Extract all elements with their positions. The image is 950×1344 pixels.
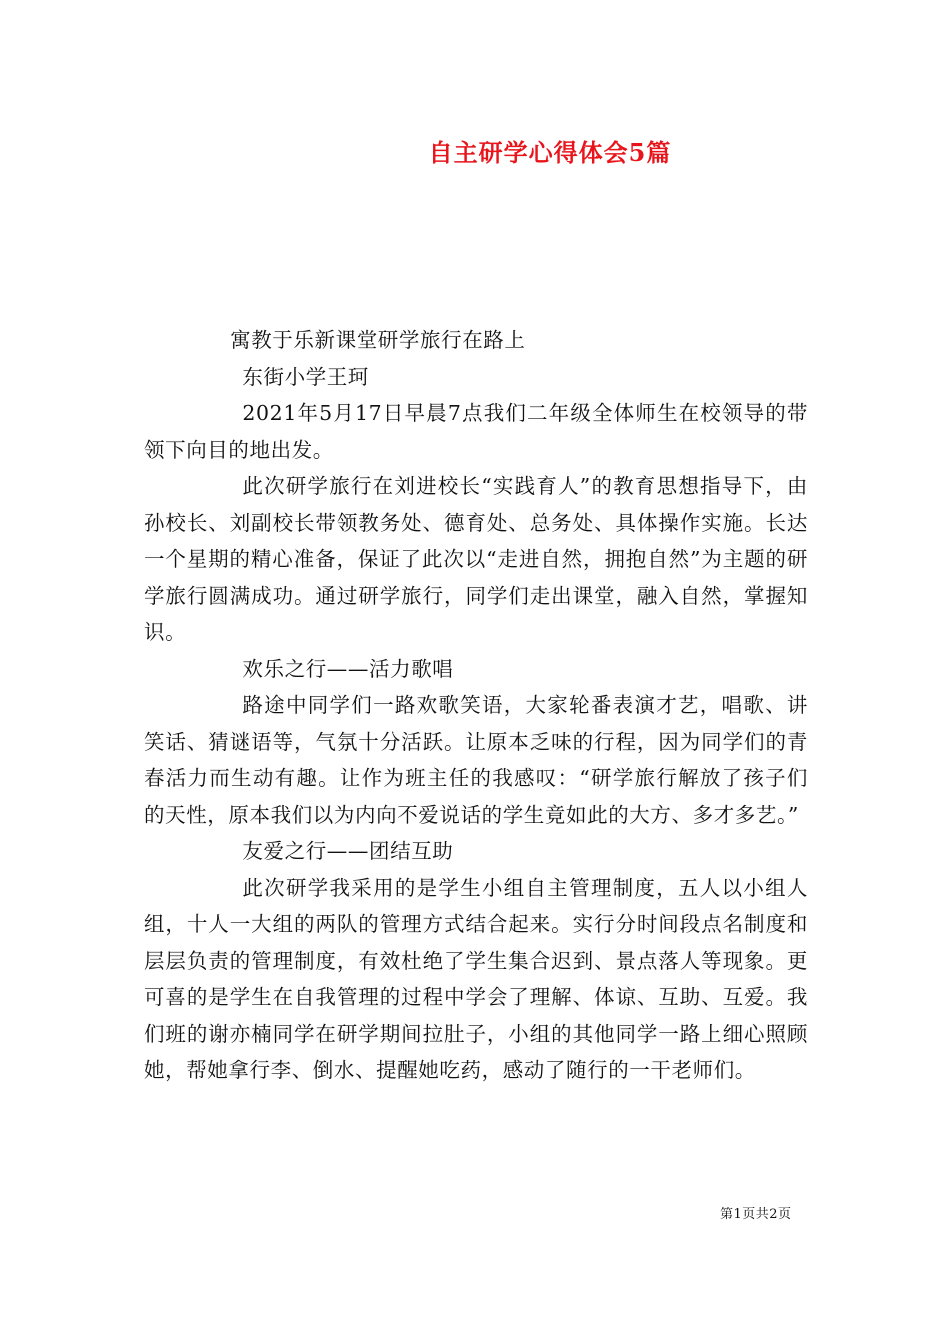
paragraph: 此次研学我采用的是学生小组自主管理制度，五人以小组人组，十人一大组的两队的管理方式结合起来。实行分时间段点名制度和层层负责的管理制度，有效杜绝了学生集合迟到、景点落人等现象。更可喜的是学生在自我管理的过程中学会了理解、体谅、互助、互爱。我们班的谢亦楠同学在研学期间拉肚子，小组的其他同学一路上细心照顾她，帮她拿行李、倒水、提醒她吃药，感动了随行的一干老师们。	[144, 875, 808, 1082]
document-body	[144, 322, 808, 1089]
section-heading: 友爱之行——团结互助	[242, 839, 454, 863]
paragraph: 路途中同学们一路欢歌笑语，大家轮番表演才艺，唱歌、讲笑话、猜谜语等，气氛十分活跃。让原本乏味的行程，因为同学们的青春活力而生动有趣。让作为班主任的我感叹：“研学旅行解放了孩子们的天性，原本我们以为内向不爱说话的学生竟如此的大方、多才多艺。”	[144, 693, 808, 827]
document-subtitle: 寓教于乐新课堂研学旅行在路上	[230, 328, 526, 352]
document-title: 自主研学心得体会5篇	[428, 138, 672, 167]
author-line: 东街小学王珂	[242, 364, 369, 389]
page-number: 第1页共2页	[720, 1207, 792, 1222]
paragraph: 2021年5月17日早晨7点我们二年级全体师生在校领导的带领下向目的地出发。	[144, 401, 808, 462]
section-heading: 欢乐之行——活力歌唱	[242, 656, 454, 681]
paragraph: 此次研学旅行在刘进校长“实践育人”的教育思想指导下，由孙校长、刘副校长带领教务处、德育处、总务处、具体操作实施。长达一个星期的精心准备，保证了此次以“走进自然，拥抱自然”为主题的研学旅行圆满成功。通过研学旅行，同学们走出课堂，融入自然，掌握知识。	[144, 474, 808, 644]
